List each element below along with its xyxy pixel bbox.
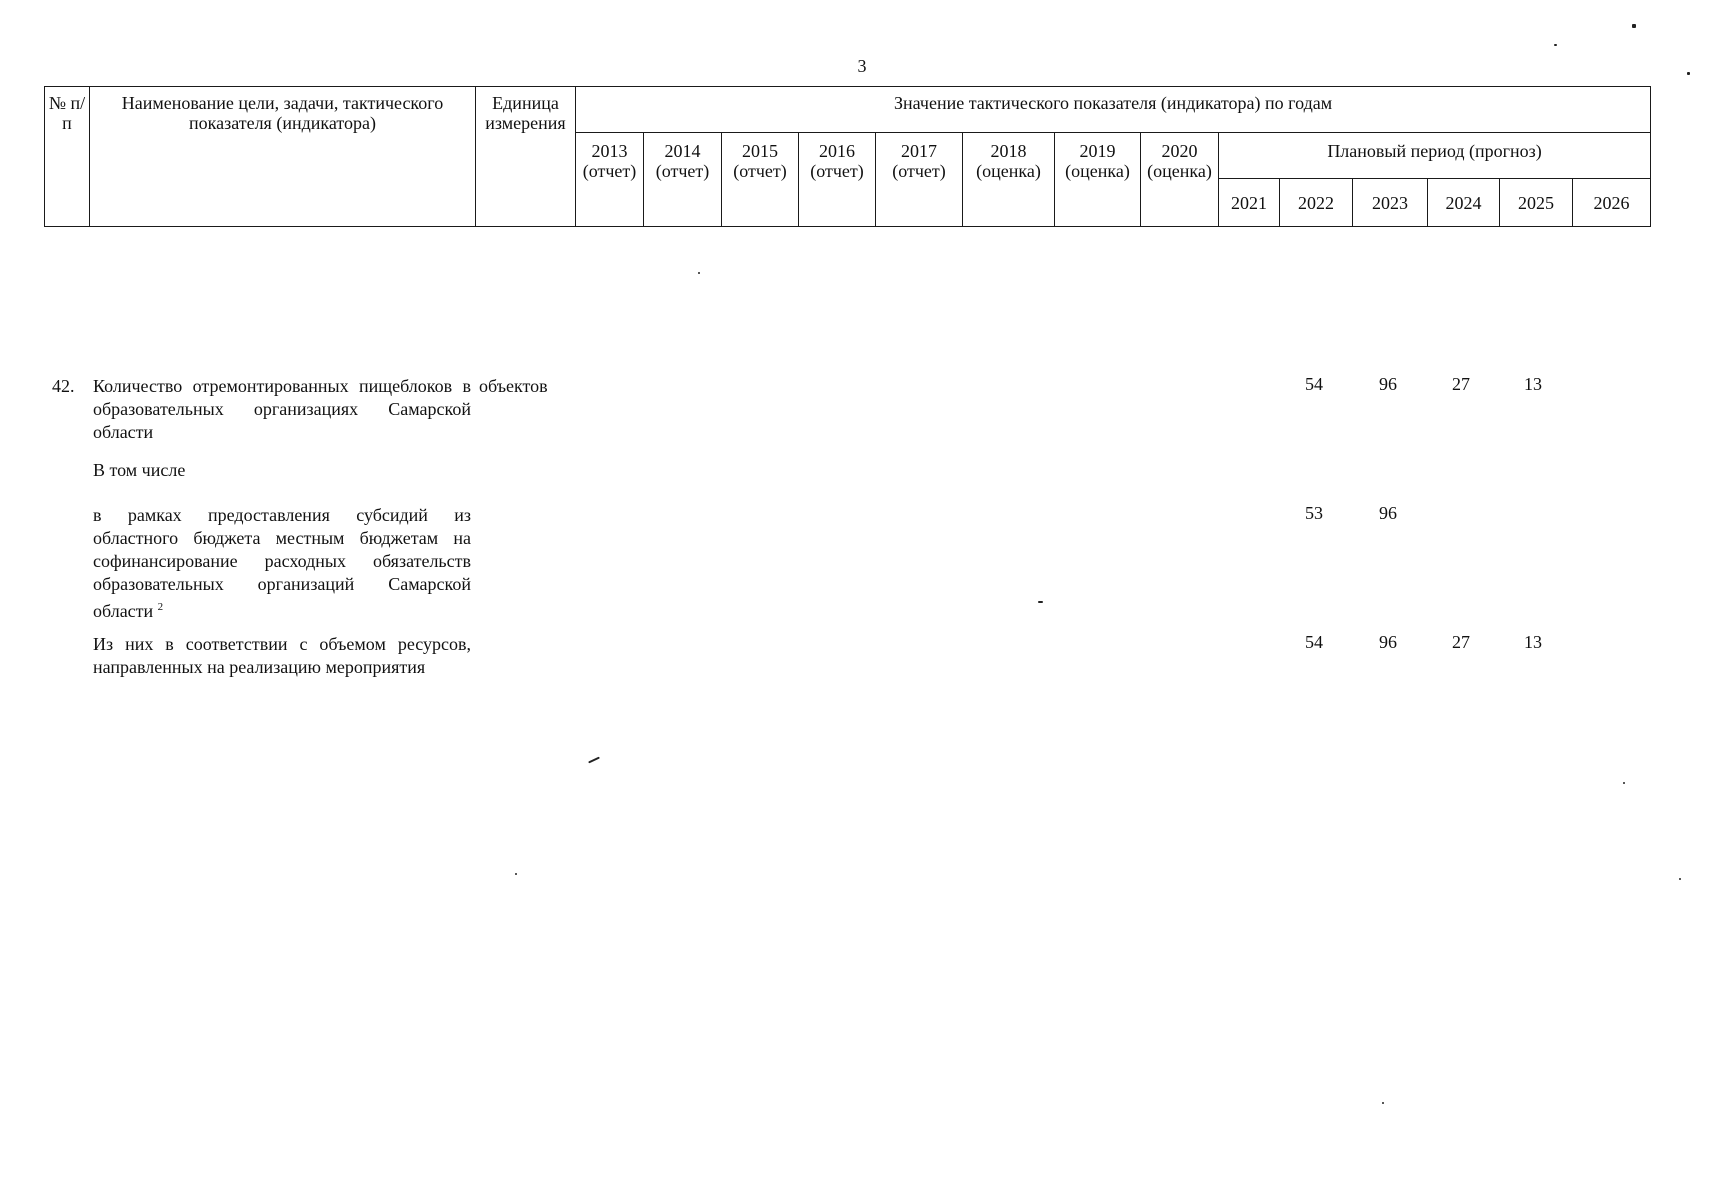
- header-plan-year-2025: 2025: [1500, 179, 1573, 227]
- table-header: [44, 86, 1651, 227]
- scan-speck: [698, 272, 700, 274]
- header-plan-year-2021: 2021: [1219, 179, 1280, 227]
- header-plan-year-2024: 2024: [1428, 179, 1500, 227]
- header-plan-period: Плановый период (прогноз): [1219, 133, 1651, 179]
- scan-speck: [1623, 782, 1625, 784]
- value-2023: 96: [1379, 503, 1397, 523]
- header-plan-year-2026: 2026: [1573, 179, 1651, 227]
- header-year-2013: 2013 (отчет): [576, 133, 644, 227]
- value-2022: 54: [1305, 374, 1323, 394]
- value-2022: 53: [1305, 503, 1323, 523]
- header-plan-year-2022: 2022: [1280, 179, 1353, 227]
- header-year-2016: 2016 (отчет): [799, 133, 876, 227]
- row-name: В том числе: [93, 460, 186, 480]
- scan-speck: [1687, 72, 1690, 75]
- footnote-mark: 2: [157, 601, 164, 613]
- header-year-2017: 2017 (отчет): [876, 133, 963, 227]
- scan-speck: [1632, 24, 1636, 28]
- header-unit: Единица измерения: [476, 87, 576, 227]
- scan-speck: [1038, 601, 1043, 603]
- value-2024: 27: [1452, 374, 1470, 394]
- value-2025: 13: [1524, 632, 1542, 652]
- scan-speck: [1382, 1102, 1384, 1104]
- header-year-2020: 2020 (оценка): [1141, 133, 1219, 227]
- scan-speck: [1554, 44, 1557, 46]
- row-name: в рамках предоставления субсидий из областного бюджета местным бюджетам на софинансирование расходных обязательств образовательных организаций Самарской области $^2$: [93, 505, 471, 621]
- header-year-2015: 2015 (отчет): [722, 133, 799, 227]
- value-2024: 27: [1452, 632, 1470, 652]
- scan-speck: [515, 873, 517, 875]
- row-name: Количество отремонтированных пищеблоков в образовательных организациях Самарской области: [93, 376, 471, 442]
- row-number: 42.: [52, 376, 75, 396]
- header-name: Наименование цели, задачи, тактического показателя (индикатора): [90, 87, 476, 227]
- header-no: № п/п: [45, 87, 90, 227]
- scan-speck: [1679, 878, 1681, 880]
- value-2025: 13: [1524, 374, 1542, 394]
- row-unit: объектов: [479, 376, 548, 396]
- header-plan-year-2023: 2023: [1353, 179, 1428, 227]
- value-2023: 96: [1379, 374, 1397, 394]
- value-2023: 96: [1379, 632, 1397, 652]
- page-number: 3: [857, 56, 867, 76]
- indicator-table: [44, 86, 1650, 677]
- header-year-2019: 2019 (оценка): [1055, 133, 1141, 227]
- scan-speck: [588, 757, 600, 764]
- header-year-2014: 2014 (отчет): [644, 133, 722, 227]
- header-year-2018: 2018 (оценка): [963, 133, 1055, 227]
- header-values: Значение тактического показателя (индикатора) по годам: [576, 87, 1651, 133]
- row-name: Из них в соответствии с объемом ресурсов, направленных на реализацию мероприятия: [93, 634, 471, 677]
- value-2022: 54: [1305, 632, 1323, 652]
